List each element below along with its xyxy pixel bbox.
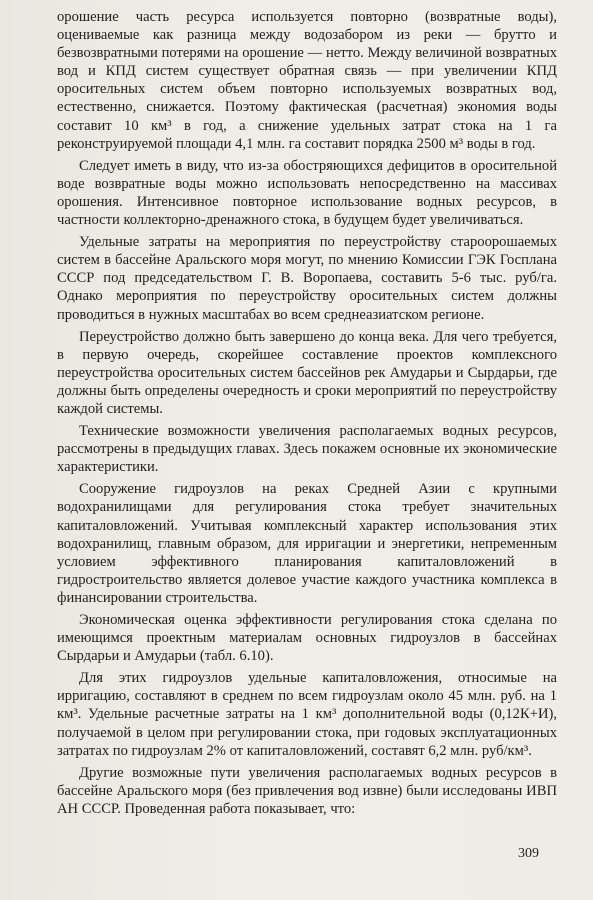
paragraph-3: Удельные затраты на мероприятия по переустройству староорошаемых систем в бассейне Аральского моря могут, по мнению Комиссии ГЭК Госплана СССР под председательством Г. В. Воропаева, составить 5-6 тыс. руб/га. Однако мероприятия по переустройству оросительных систем должны проводиться в нужных масштабах во всем среднеазиатском регионе.	[57, 234, 557, 323]
paragraph-4: Переустройство должно быть завершено до конца века. Для чего требуется, в первую очередь, скорейшее составление проектов комплексного переустройства оросительных систем бассейнов рек Амударьи и Сырдарьи, где должны быть определены очередность и сроки мероприятий по переустройству каждой системы.	[57, 328, 557, 417]
paragraph-2: Следует иметь в виду, что из-за обостряющихся дефицитов в оросительной воде возвратные воды можно использовать непосредственно на массивах орошения. Интенсивное повторное использование водных ресурсов, в частности коллекторно-дренажного стока, в будущем будет увеличиваться.	[57, 157, 557, 229]
page-number: 309	[518, 846, 539, 861]
paragraph-6: Сооружение гидроузлов на реках Средней Азии с крупными водохранилищами для регулирования стока требует значительных капиталовложений. Учитывая комплексный характер использования этих водохранилищ, главным образом, для ирригации и энергетики, непременным условием эффективного планирования капиталовложений в гидростроительство является долевое участие каждого участника комплекса в финансировании строительства.	[57, 481, 557, 606]
paragraph-8: Для этих гидроузлов удельные капиталовложения, относимые на ирригацию, составляют в среднем по всем гидроузлам около 45 млн. руб. на 1 км³. Удельные расчетные затраты на 1 км³ дополнительной воды (0,12К+И), получаемой в целом при регулировании стока, при годовых эксплуатационных затратах по гидроузлам 2% от капиталовложений, составят 6,2 млн. руб/км³.	[57, 670, 557, 759]
paragraph-9: Другие возможные пути увеличения располагаемых водных ресурсов в бассейне Аральского моря (без привлечения вод извне) были исследованы ИВП АН СССР. Проведенная работа показывает, что:	[57, 764, 557, 817]
paragraph-5: Технические возможности увеличения располагаемых водных ресурсов, рассмотрены в предыдущих главах. Здесь покажем основные их экономические характеристики.	[57, 423, 557, 476]
paragraph-1: орошение часть ресурса используется повторно (возвратные воды), оцениваемые как разница между водозабором из реки — брутто и безвозвратными потерями на орошение — нетто. Между величиной возвратных вод и КПД систем существует обратная связь — при увеличении КПД оросительных систем объем повторно используемых возвратных вод, естественно, снижается. Поэтому фактическая (расчетная) экономия воды составит 10 км³ в год, а снижение удельных затрат стока на 1 га реконструируемой площади 4,1 млн. га составит порядка 2500 м³ воды в год.	[57, 9, 557, 152]
body-text	[57, 8, 557, 822]
paragraph-7: Экономическая оценка эффективности регулирования стока сделана по имеющимся проектным материалам основных гидроузлов в бассейнах Сырдарьи и Амударьи (табл. 6.10).	[57, 612, 557, 665]
